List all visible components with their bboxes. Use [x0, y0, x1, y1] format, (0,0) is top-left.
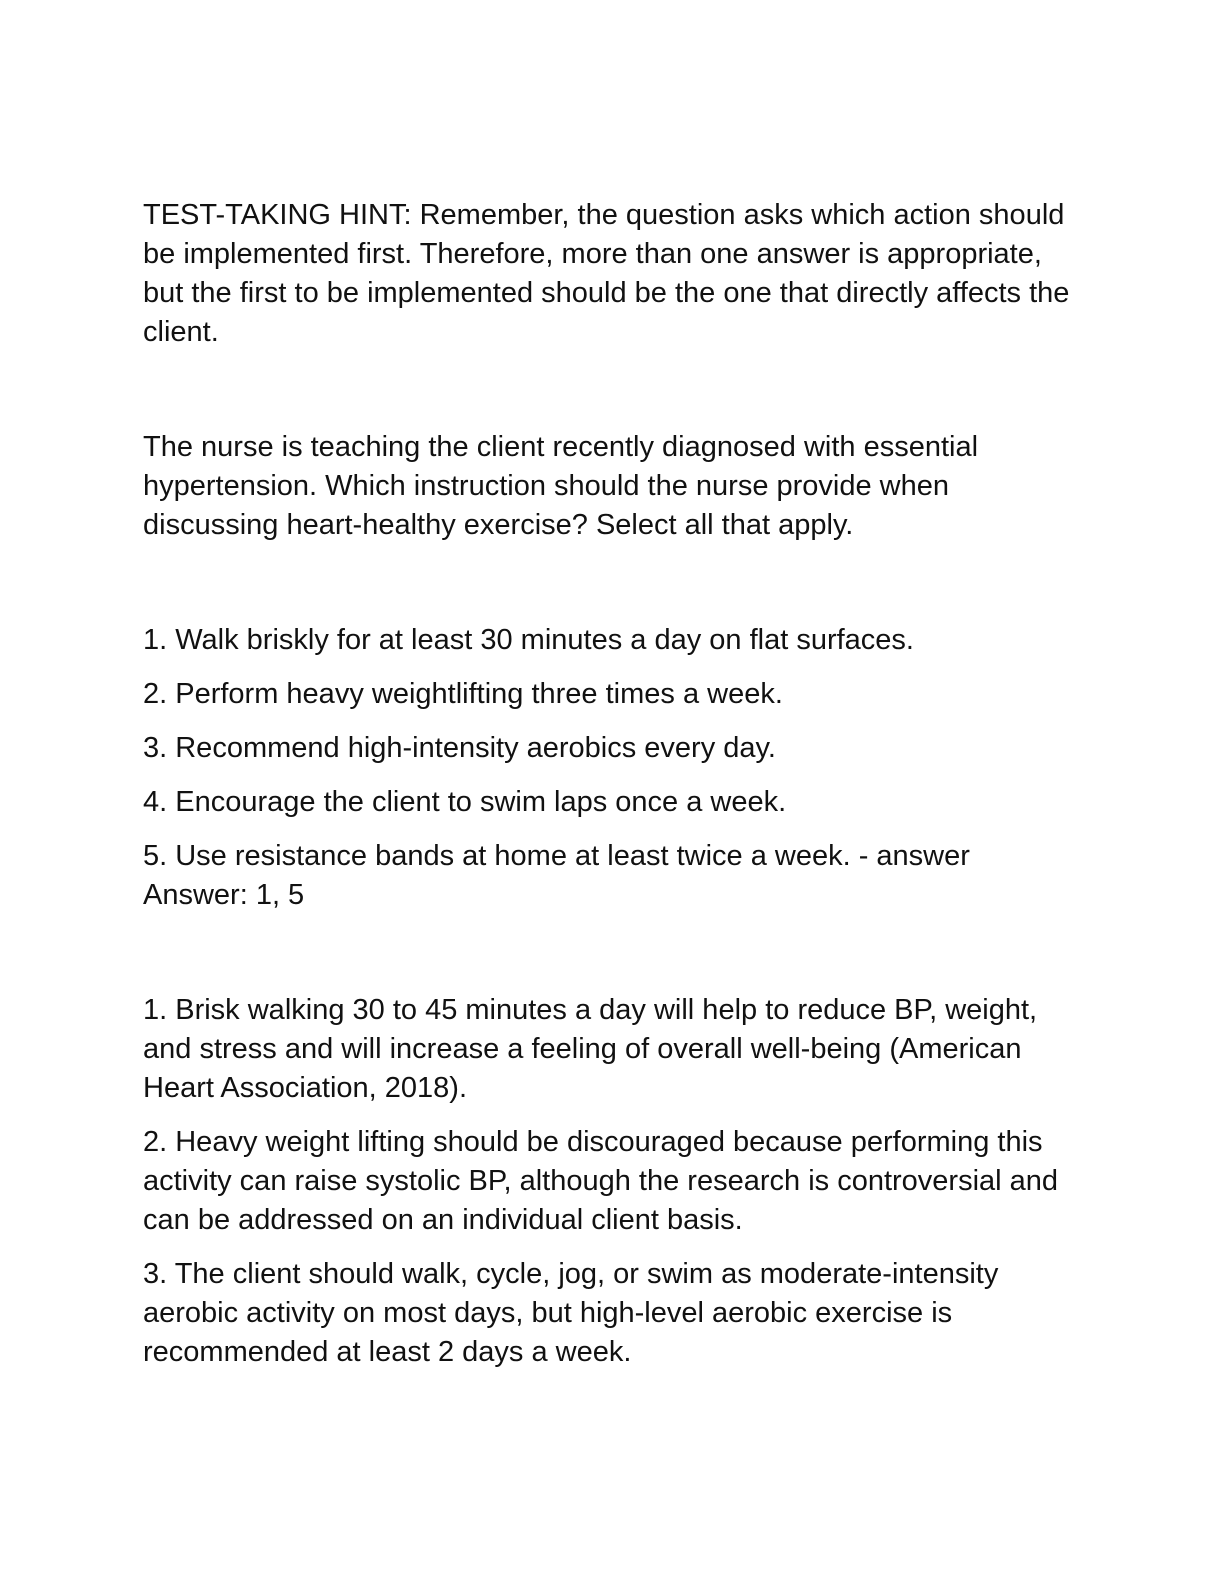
question-stem: The nurse is teaching the client recently diagnosed with essential hypertension. Which instruction should the nurse provide when discussing heart-healthy exercise? Select all that apply.: [143, 431, 979, 541]
answer-key: Answer: 1, 5: [143, 879, 305, 911]
option-1: 1. Walk briskly for at least 30 minutes a day on flat surfaces.: [143, 624, 914, 656]
rationales: [143, 991, 1083, 1372]
option-2: 2. Perform heavy weightlifting three times a week.: [143, 678, 783, 710]
answer-options: [143, 621, 1083, 876]
rationale-3: 3. The client should walk, cycle, jog, or swim as moderate-intensity aerobic activity on most days, but high-level aerobic exercise is recommended at least 2 days a week.: [143, 1258, 999, 1368]
document-page: [143, 196, 1083, 1387]
test-taking-hint: TEST-TAKING HINT: Remember, the question asks which action should be implemented first. Therefore, more than one answer is appropriate, but the first to be implemented should be the one that directly affects the client.: [143, 199, 1070, 348]
rationale-2: 2. Heavy weight lifting should be discouraged because performing this activity can raise systolic BP, although the research is controversial and can be addressed on an individual client basis.: [143, 1126, 1059, 1236]
option-4: 4. Encourage the client to swim laps once a week.: [143, 786, 787, 818]
option-5: 5. Use resistance bands at home at least twice a week. - answer: [143, 840, 970, 872]
option-3: 3. Recommend high-intensity aerobics every day.: [143, 732, 776, 764]
rationale-1: 1. Brisk walking 30 to 45 minutes a day will help to reduce BP, weight, and stress and will increase a feeling of overall well-being (American Heart Association, 2018).: [143, 994, 1038, 1104]
